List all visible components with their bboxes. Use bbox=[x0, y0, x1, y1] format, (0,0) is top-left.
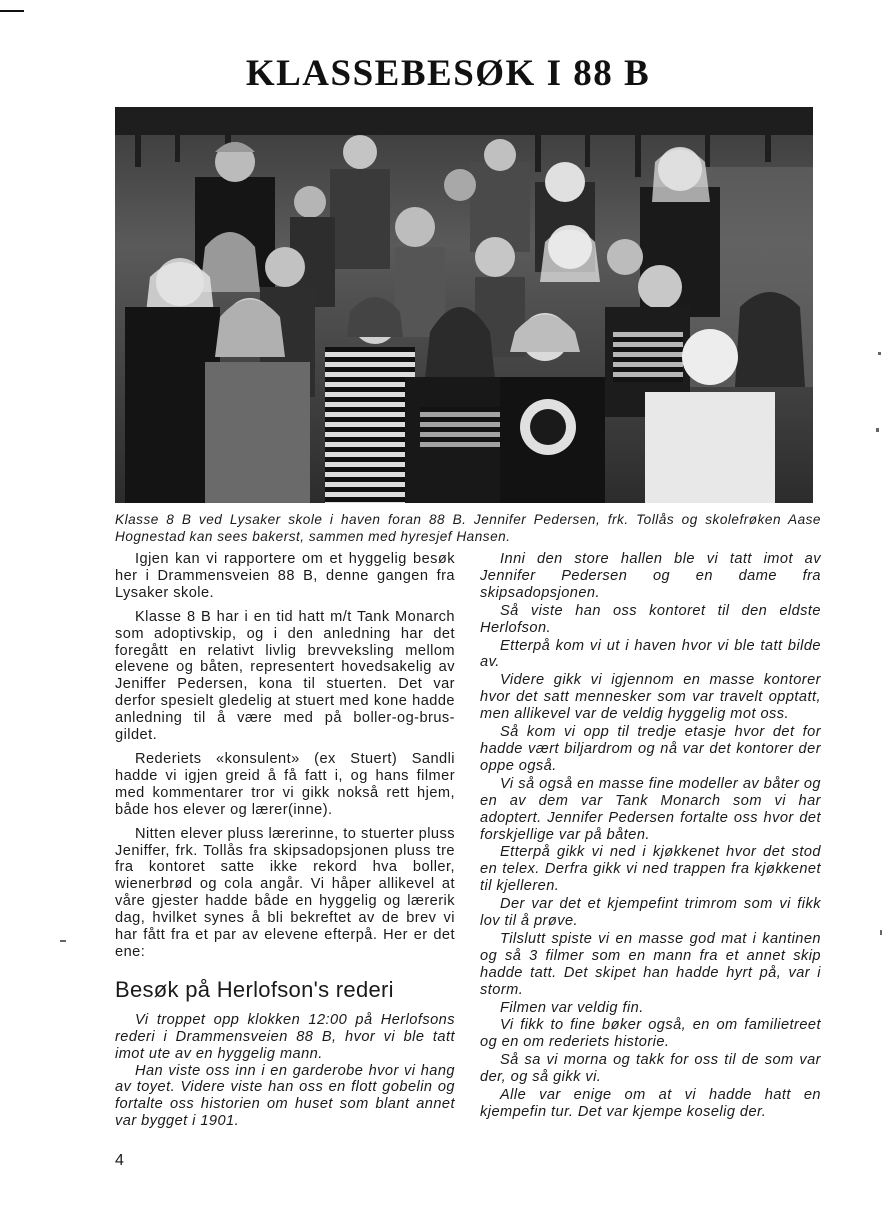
section-subheading: Besøk på Herlofson's rederi bbox=[115, 976, 394, 1002]
letter-paragraph: Inni den store hallen ble vi tatt imot av Jennifer Pedersen og en dame fra skipsadopsjonen. bbox=[480, 551, 821, 601]
right-column bbox=[480, 551, 821, 1122]
body-paragraph: Rederiets «konsulent» (ex Stuert) Sandli hadde vi igjen greid å få fatt i, og hans filmer med kommentarer tror vi gikk nokså rett hjem, både hos elever og lærer(inne). bbox=[115, 750, 455, 818]
letter-paragraph: Alle var enige om at vi hadde hatt en kjempefin tur. Det var kjempe koselig der. bbox=[480, 1087, 821, 1120]
letter-paragraph: Tilslutt spiste vi en masse god mat i kantinen og så 3 filmer som en mann fra et annet skip hadde tatt. Det skipet han hadde hyrt på, var i storm. bbox=[480, 930, 821, 998]
letter-paragraph: Videre gikk vi igjennom en masse kontorer hvor det satt mennesker som var travelt opptatt, men allikevel var de veldig hyggelig mot oss. bbox=[480, 672, 821, 723]
letter-paragraph: Han viste oss inn i en garderobe hvor vi hang av toyet. Videre viste han oss en flott gobelin og fortalte oss historien om huset som blant annet var bygget i 1901. bbox=[115, 1062, 455, 1130]
letter-paragraph: Vi så også en masse fine modeller av båter og en av dem var Tank Monarch som vi har adoptert. Jennifer Pedersen fortalte oss hvor det forskjellige var på båten. bbox=[480, 775, 821, 843]
letter-paragraph: Etterpå gikk vi ned i kjøkkenet hvor det stod en telex. Derfra gikk vi ned trappen fra kjøkkenet til kjelleren. bbox=[480, 844, 821, 895]
scan-speck bbox=[60, 940, 66, 942]
body-paragraph: Nitten elever pluss lærerinne, to stuerter pluss Jeniffer, frk. Tollås fra skipsadopsjonen pluss tre fra kontoret satte ikke rekord hva boller, wienerbrød og cola angår. Vi håper allikevel at våre gjester hadde både en hyggelig og lærerik dag, hvilket synes å bli bekreftet av de brev vi har fått fra et par av elevene efterpå. Her er det ene: bbox=[115, 825, 455, 960]
scan-speck bbox=[876, 428, 879, 432]
scan-speck bbox=[878, 352, 881, 355]
letter-paragraph: Vi fikk to fine bøker også, en om familietreet og en om rederiets historie. bbox=[480, 1017, 821, 1051]
left-column bbox=[115, 551, 455, 1130]
body-paragraph: Klasse 8 B har i en tid hatt m/t Tank Monarch som adoptivskip, og i den anledning har det foregått en relativt livlig brevveksling mellom elevene og båten, representert hovedsakelig av Jeniffer Pedersen, kona til stuerten. Det var derfor spesielt gledelig at stuert med kone hadde anledning til å være med på boller-og-brus-gildet. bbox=[115, 608, 455, 744]
letter-paragraph: Så viste han oss kontoret til den eldste Herlofson. bbox=[480, 602, 821, 636]
corner-registration-mark bbox=[0, 10, 24, 12]
letter-paragraph: Så kom vi opp til tredje etasje hvor det for hadde vært biljardrom og nå var det kontorer der oppe også. bbox=[480, 724, 821, 774]
group-photo bbox=[115, 107, 813, 503]
letter-paragraph: Så sa vi morna og takk for oss til de som var der, og så gikk vi. bbox=[480, 1052, 821, 1086]
scan-speck bbox=[880, 930, 882, 935]
page-number: 4 bbox=[115, 1152, 124, 1169]
photo-caption: Klasse 8 B ved Lysaker skole i haven foran 88 B. Jennifer Pedersen, frk. Tollås og skolefrøken Aase Hognestad kan sees bakerst, sammen med hyresjef Hansen. bbox=[115, 512, 821, 544]
letter-paragraph: Vi troppet opp klokken 12:00 på Herlofsons rederi i Drammensveien 88 B, hvor vi ble tatt imot ute av en hyggelig mann. bbox=[115, 1011, 455, 1062]
letter-paragraph: Filmen var veldig fin. bbox=[500, 999, 644, 1016]
letter-paragraph: Etterpå kom vi ut i haven hvor vi ble tatt bilde av. bbox=[480, 637, 821, 671]
body-paragraph: Igjen kan vi rapportere om et hyggelig besøk her i Drammensveien 88 B, denne gangen fra Lysaker skole. bbox=[115, 551, 455, 601]
article-headline: KLASSEBESØK I 88 B bbox=[245, 53, 651, 94]
letter-paragraph: Der var det et kjempefint trimrom som vi fikk lov til å prøve. bbox=[480, 896, 821, 930]
